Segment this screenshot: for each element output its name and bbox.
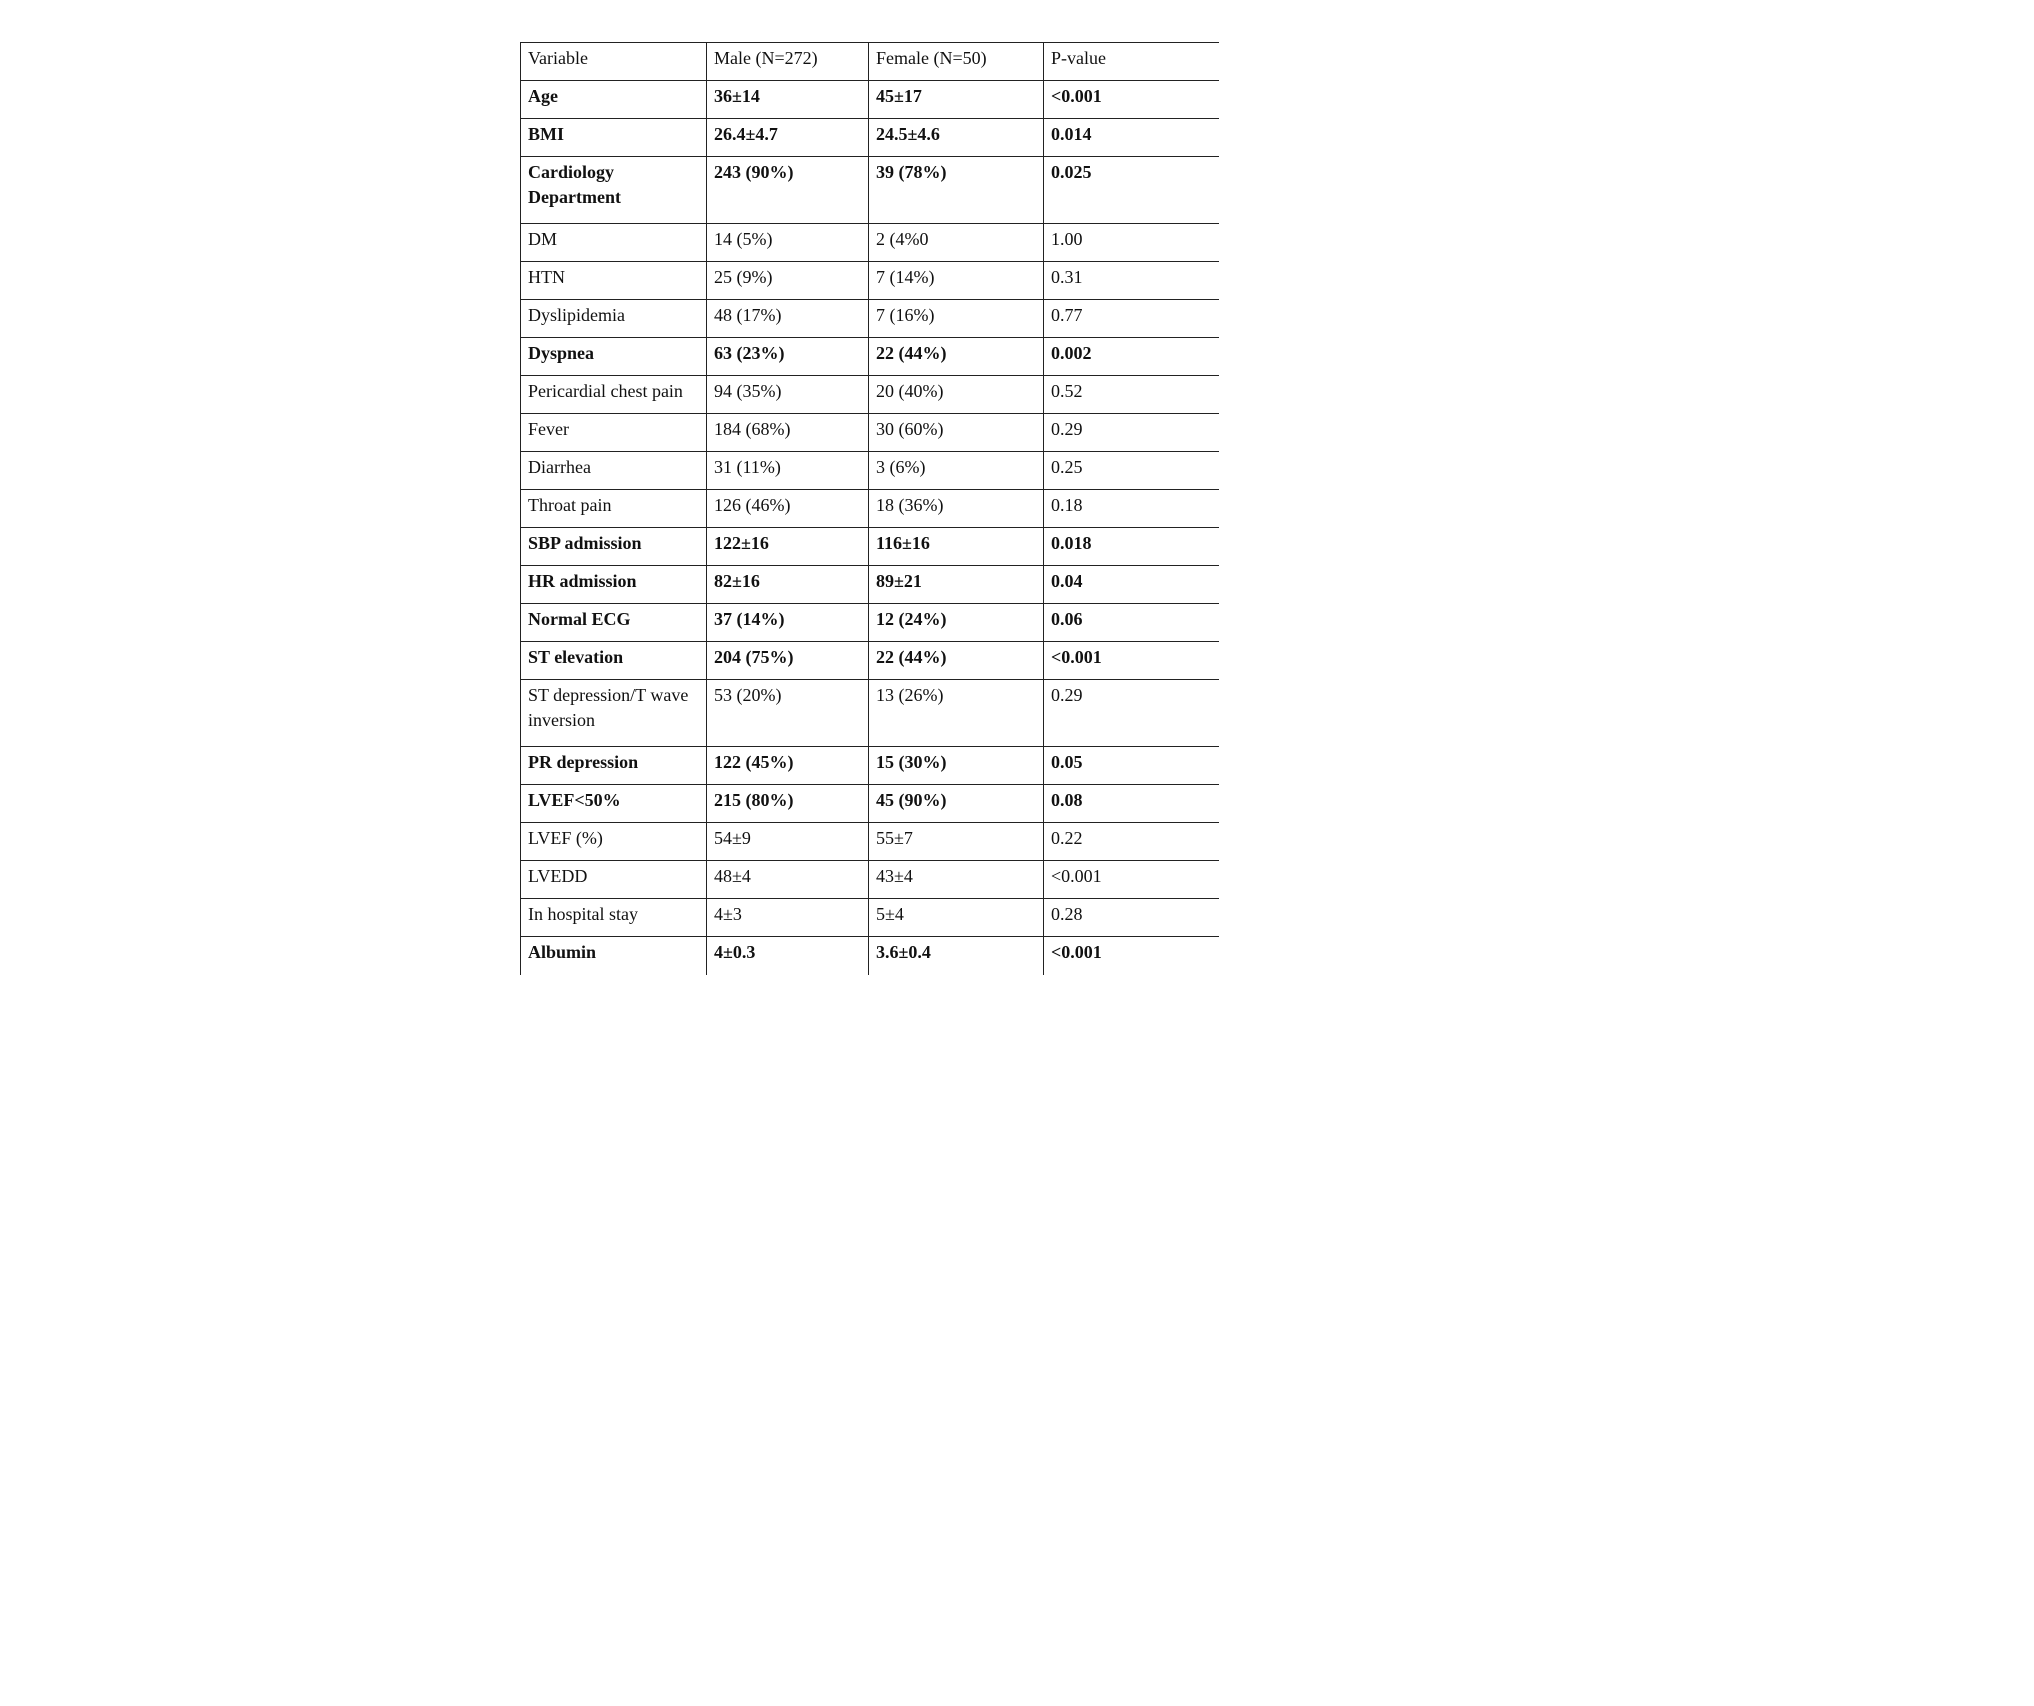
cell-variable: LVEF (%) xyxy=(521,823,707,861)
table-row xyxy=(521,823,1220,861)
cell-female: 22 (44%) xyxy=(869,338,1044,376)
cell-female: 5±4 xyxy=(869,899,1044,937)
cell-variable: Dyspnea xyxy=(521,338,707,376)
cell-male: 4±0.3 xyxy=(707,937,869,975)
cell-variable: Throat pain xyxy=(521,490,707,528)
cell-variable: Albumin xyxy=(521,937,707,975)
cell-variable: BMI xyxy=(521,119,707,157)
cell-p-value: 1.00 xyxy=(1044,224,1220,262)
cell-p-value: 0.06 xyxy=(1044,604,1220,642)
table-row xyxy=(521,528,1220,566)
table-row xyxy=(521,490,1220,528)
cell-p-value: 0.29 xyxy=(1044,414,1220,452)
cell-variable: LVEDD xyxy=(521,861,707,899)
cell-variable: DM xyxy=(521,224,707,262)
cell-male: 122±16 xyxy=(707,528,869,566)
cell-p-value: <0.001 xyxy=(1044,937,1220,975)
table-row xyxy=(521,157,1220,224)
cell-p-value: 0.002 xyxy=(1044,338,1220,376)
cell-p-value: <0.001 xyxy=(1044,642,1220,680)
cell-variable: ST depression/T wave inversion xyxy=(521,680,707,747)
cell-p-value: 0.52 xyxy=(1044,376,1220,414)
cell-female: 15 (30%) xyxy=(869,747,1044,785)
table-row xyxy=(521,119,1220,157)
cell-female: 13 (26%) xyxy=(869,680,1044,747)
cell-female: 20 (40%) xyxy=(869,376,1044,414)
cell-male: 204 (75%) xyxy=(707,642,869,680)
cell-variable: HR admission xyxy=(521,566,707,604)
cell-variable: PR depression xyxy=(521,747,707,785)
cell-p-value: 0.018 xyxy=(1044,528,1220,566)
cell-male: 48 (17%) xyxy=(707,300,869,338)
cell-female: 7 (14%) xyxy=(869,262,1044,300)
cell-male: 48±4 xyxy=(707,861,869,899)
cell-male: 37 (14%) xyxy=(707,604,869,642)
cell-variable: Pericardial chest pain xyxy=(521,376,707,414)
cell-variable: Fever xyxy=(521,414,707,452)
header-female: Female (N=50) xyxy=(869,43,1044,81)
cell-p-value: 0.08 xyxy=(1044,785,1220,823)
cell-p-value: 0.014 xyxy=(1044,119,1220,157)
cell-p-value: <0.001 xyxy=(1044,81,1220,119)
cell-variable: SBP admission xyxy=(521,528,707,566)
cell-male: 126 (46%) xyxy=(707,490,869,528)
cell-p-value: 0.22 xyxy=(1044,823,1220,861)
cell-p-value: 0.18 xyxy=(1044,490,1220,528)
cell-female: 43±4 xyxy=(869,861,1044,899)
cell-p-value: 0.025 xyxy=(1044,157,1220,224)
cell-p-value: <0.001 xyxy=(1044,861,1220,899)
table-row xyxy=(521,81,1220,119)
cell-variable: ST elevation xyxy=(521,642,707,680)
cell-male: 94 (35%) xyxy=(707,376,869,414)
cell-female: 18 (36%) xyxy=(869,490,1044,528)
cell-female: 22 (44%) xyxy=(869,642,1044,680)
cell-variable: HTN xyxy=(521,262,707,300)
cell-female: 39 (78%) xyxy=(869,157,1044,224)
table-row xyxy=(521,566,1220,604)
table-row xyxy=(521,680,1220,747)
cell-male: 53 (20%) xyxy=(707,680,869,747)
cell-female: 45±17 xyxy=(869,81,1044,119)
cell-male: 82±16 xyxy=(707,566,869,604)
cell-p-value: 0.25 xyxy=(1044,452,1220,490)
cell-female: 7 (16%) xyxy=(869,300,1044,338)
cell-female: 24.5±4.6 xyxy=(869,119,1044,157)
header-row xyxy=(521,43,1220,81)
header-p-value: P-value xyxy=(1044,43,1220,81)
cell-p-value: 0.28 xyxy=(1044,899,1220,937)
table-row xyxy=(521,937,1220,975)
cell-male: 31 (11%) xyxy=(707,452,869,490)
cell-female: 30 (60%) xyxy=(869,414,1044,452)
cell-female: 45 (90%) xyxy=(869,785,1044,823)
cell-male: 25 (9%) xyxy=(707,262,869,300)
cell-variable: Dyslipidemia xyxy=(521,300,707,338)
table-row xyxy=(521,642,1220,680)
cell-variable: Age xyxy=(521,81,707,119)
header-variable: Variable xyxy=(521,43,707,81)
table-row xyxy=(521,747,1220,785)
cell-p-value: 0.04 xyxy=(1044,566,1220,604)
cell-male: 54±9 xyxy=(707,823,869,861)
cell-male: 63 (23%) xyxy=(707,338,869,376)
cell-male: 243 (90%) xyxy=(707,157,869,224)
cell-male: 26.4±4.7 xyxy=(707,119,869,157)
cell-male: 36±14 xyxy=(707,81,869,119)
table-row xyxy=(521,262,1220,300)
cell-female: 55±7 xyxy=(869,823,1044,861)
cell-p-value: 0.29 xyxy=(1044,680,1220,747)
cell-male: 14 (5%) xyxy=(707,224,869,262)
cell-female: 3.6±0.4 xyxy=(869,937,1044,975)
table-row xyxy=(521,861,1220,899)
cell-female: 89±21 xyxy=(869,566,1044,604)
cell-p-value: 0.77 xyxy=(1044,300,1220,338)
table-row xyxy=(521,224,1220,262)
table-row xyxy=(521,452,1220,490)
cell-variable: LVEF<50% xyxy=(521,785,707,823)
table-row xyxy=(521,300,1220,338)
table-row xyxy=(521,376,1220,414)
cell-male: 184 (68%) xyxy=(707,414,869,452)
cell-female: 2 (4%0 xyxy=(869,224,1044,262)
table-row xyxy=(521,338,1220,376)
cell-variable: In hospital stay xyxy=(521,899,707,937)
cell-female: 116±16 xyxy=(869,528,1044,566)
table-row xyxy=(521,785,1220,823)
table-row xyxy=(521,604,1220,642)
cell-variable: Diarrhea xyxy=(521,452,707,490)
cell-female: 12 (24%) xyxy=(869,604,1044,642)
header-male: Male (N=272) xyxy=(707,43,869,81)
table-row xyxy=(521,899,1220,937)
table-row xyxy=(521,414,1220,452)
cell-male: 122 (45%) xyxy=(707,747,869,785)
cell-female: 3 (6%) xyxy=(869,452,1044,490)
comparison-table xyxy=(520,42,1219,975)
table-container xyxy=(520,42,1219,1050)
cell-p-value: 0.31 xyxy=(1044,262,1220,300)
table-body xyxy=(521,43,1220,975)
cell-variable: Normal ECG xyxy=(521,604,707,642)
cell-variable: Cardiology Department xyxy=(521,157,707,224)
cell-male: 4±3 xyxy=(707,899,869,937)
cell-p-value: 0.05 xyxy=(1044,747,1220,785)
cell-male: 215 (80%) xyxy=(707,785,869,823)
